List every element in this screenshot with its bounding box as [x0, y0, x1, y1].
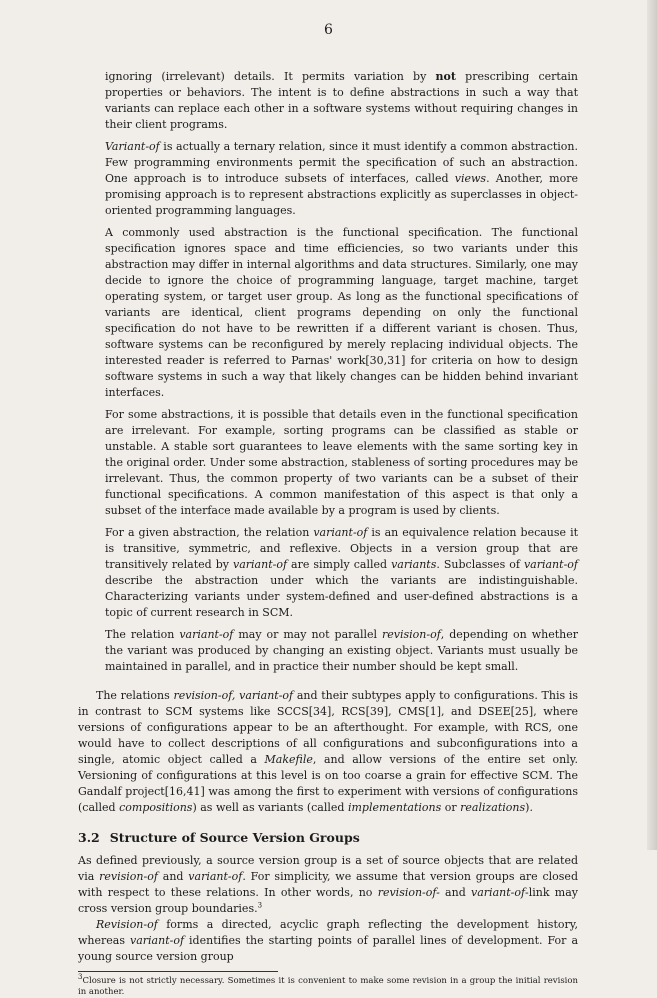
body-text — [78, 69, 578, 998]
paragraph — [105, 69, 578, 133]
footnote-rule — [78, 971, 278, 972]
text-run: or — [441, 801, 461, 814]
text-run: For some abstractions, it is possible that details even in the functional specification are irrelevant. For example, sorting programs can be classified as stable or unstable. A stable sort guarantees to leave elements with the same sorting key in the original order. Under some abstraction, stableness of sorting procedures may be irrelevant. Thus, the common property of two variants can be a subset of their functional specifications. A common manifestation of this aspect is that only a subset of the interface made available by a program is used by clients. — [105, 408, 578, 517]
text-run: . Another, more promising approach is to represent abstractions explicitly as superclasses in object-oriented programming languages. — [105, 172, 578, 217]
page-number: 6 — [324, 22, 333, 38]
text-run: and — [157, 870, 189, 883]
section-heading — [78, 830, 578, 846]
text-run: may or may not parallel — [233, 628, 382, 641]
text-run: revision-of — [382, 628, 441, 641]
text-run: is actually a ternary relation, since it must identify a common abstraction. Few programming environments permit the specification of such an abstraction. One approach is to introduce subsets of interfaces, called — [105, 140, 578, 185]
text-run: compositions — [119, 801, 193, 814]
paragraph — [105, 627, 578, 675]
text-run: implementations — [347, 801, 442, 814]
text-run: identifies the starting points of parallel lines of development. For a young source version group — [78, 934, 578, 963]
text-run: -link may cross version group boundaries. — [78, 886, 579, 915]
footnote-marker: 3 — [257, 901, 263, 910]
text-run: and — [439, 886, 472, 899]
paragraph — [105, 139, 578, 219]
text-run: variant-of — [179, 628, 234, 641]
text-run: A commonly used abstraction is the functional specification. The functional specification ignores space and time efficiencies, so two variants under this abstraction may differ in internal algorithms and data structures. Similarly, one may decide to ignore the choice of programming language, target machine, target operating system, or target user group. As long as the functional specifications of variants are identical, client programs depending on only the functional specification do not have to be rewritten if a different variant is chosen. Thus, software systems can be reconfigured by merely replacing individual objects. The interested reader is referred to Parnas' work[30,31] for criteria on how to design software systems in such a way that likely changes can be hidden behind invariant interfaces. — [105, 226, 578, 399]
paragraph — [105, 407, 578, 519]
text-run: Variant-of — [105, 140, 160, 153]
text-run: The relations — [96, 689, 174, 702]
text-run: ignoring (irrelevant) details. It permits variation by — [105, 70, 436, 83]
text-run: ). — [525, 801, 533, 814]
indented-block — [105, 69, 578, 675]
text-run: , depending on whether the variant was produced by changing an existing object. Variants must usually be maintained in parallel, and in practice their number should be kept small. — [105, 628, 579, 673]
text-run: , and allow versions of the entire set only. Versioning of configurations at this level is on too coarse a grain for effective SCM. The Gandalf project[16,41] was among the first to experiment with versions of configurations (called — [78, 753, 578, 814]
text-run: Closure is not strictly necessary. Sometimes it is convenient to make some revision in a group the initial revision in another. — [78, 976, 578, 997]
footnote — [78, 973, 578, 998]
text-run: prescribing certain properties or behaviors. The intent is to define abstractions in such a way that variants can replace each other in a software systems without requiring changes in their client programs. — [105, 70, 578, 131]
paragraph — [105, 525, 578, 621]
section-number: 3.2 — [78, 830, 100, 845]
footnote-marker: 3 — [78, 973, 83, 982]
text-run: Makefile — [264, 753, 313, 766]
text-run: forms a directed, acyclic graph reflecting the development history, whereas — [78, 918, 578, 947]
paragraph — [105, 225, 578, 401]
text-run: variant-of — [313, 526, 368, 539]
text-run: variant-of — [471, 886, 526, 899]
paragraph — [78, 917, 578, 965]
page-edge-shadow — [647, 0, 657, 850]
text-run: Revision-of — [96, 918, 158, 931]
text-run: views — [454, 172, 487, 185]
text-run: and their subtypes apply to configurations. This is in contrast to SCM systems like SCCS[34], RCS[39], CMS[1], and DSEE[25], where versions of configurations appear to be an afterthought. For example, with RCS, one would have to collect descriptions of all configurations and subconfigurations into a single, atomic object called a — [78, 689, 579, 766]
text-run: revision-of, variant-of — [173, 689, 294, 702]
text-run: ) as well as variants (called — [192, 801, 348, 814]
text-run: . For simplicity, we assume that version groups are closed with respect to these relations. In other words, no — [78, 870, 578, 899]
text-run: is an equivalence relation because it is transitive, symmetric, and reflexive. Objects in a version group that are transitively related by — [105, 526, 579, 571]
text-run: As defined previously, a source version group is a set of source objects that are related via — [78, 854, 578, 883]
text-run: For a given abstraction, the relation — [105, 526, 314, 539]
text-run: realizations — [460, 801, 526, 814]
text-run: variant-of — [188, 870, 243, 883]
text-run: revision-of — [99, 870, 158, 883]
text-run: revision-of- — [377, 886, 440, 899]
text-run: . Subclasses of — [436, 558, 524, 571]
text-run: describe the abstraction under which the variants are indistinguishable. Characterizing variants under system-defined and user-defined abstractions is a topic of current research in SCM. — [105, 574, 578, 619]
section-title: Structure of Source Version Groups — [109, 830, 360, 845]
text-run: variant-of — [523, 558, 578, 571]
text-run: variant-of — [130, 934, 185, 947]
text-run: The relation — [105, 628, 180, 641]
text-run: are simply called — [287, 558, 392, 571]
text-run: variant-of — [233, 558, 288, 571]
text-run: not — [435, 70, 456, 83]
text-run: variants — [391, 558, 437, 571]
paragraph — [78, 688, 578, 816]
paragraph — [78, 853, 578, 917]
